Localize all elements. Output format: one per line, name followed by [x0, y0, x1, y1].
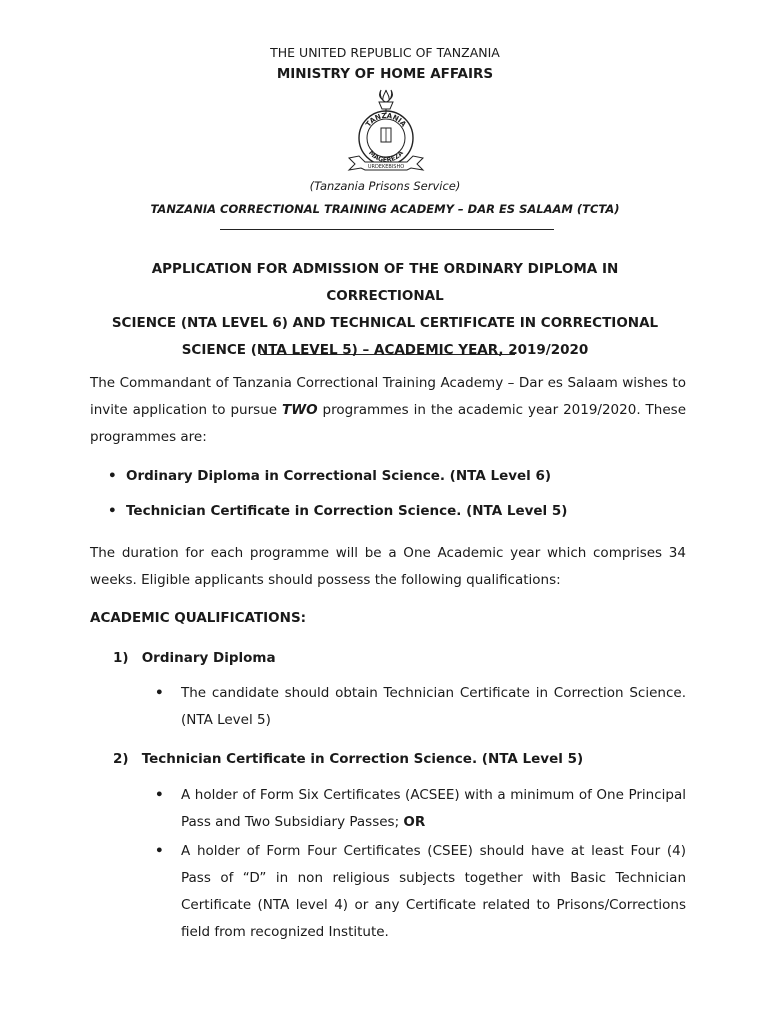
bullet-icon: • [108, 468, 117, 484]
seal-bottom-text: MAGEREZA [367, 148, 405, 165]
prisons-seal-emblem [343, 86, 429, 174]
seal-motto: URDEKEBISHO [367, 164, 405, 170]
section-heading [113, 650, 276, 666]
title-line-2: SCIENCE (NTA LEVEL 6) AND TECHNICAL CERTIFICATE IN CORRECTIONAL [111, 315, 659, 331]
intro-text-end: programmes in the academic year 2019/2020. These programmes are: [90, 402, 687, 445]
bullet-icon: • [155, 787, 164, 803]
requirement-text: A holder of Form Six Certificates (ACSEE) with a minimum of One Principal Pass and Two Subsidiary Passes; [181, 787, 686, 830]
prisons-service-caption: (Tanzania Prisons Service) [309, 179, 461, 193]
requirement-text: A holder of Form Four Certificates (CSEE) should have at least Four (4) Pass of “D” in non religious subjects together with Basic Technician Certificate (NTA level 4) or any Certificate related to Prisons/Corrections field from recognized Institute. [181, 843, 686, 940]
svg-text:TANZANIA [364, 112, 408, 129]
requirement-text: The candidate should obtain Technician Certificate in Correction Science. (NTA Level 5) [181, 685, 686, 728]
programme-list-item [108, 503, 686, 519]
ministry-heading: MINISTRY OF HOME AFFAIRS [276, 66, 494, 82]
intro-emphasis: TWO [282, 402, 318, 418]
title-divider [260, 354, 515, 355]
title-line-1: APPLICATION FOR ADMISSION OF THE ORDINARY DIPLOMA IN CORRECTIONAL [151, 261, 619, 304]
programme-list-item [108, 468, 686, 484]
academy-heading: TANZANIA CORRECTIONAL TRAINING ACADEMY – DAR ES SALAAM (TCTA) [150, 202, 620, 216]
requirement-item [155, 782, 686, 836]
programme-label: Technician Certificate in Correction Science. (NTA Level 5) [126, 503, 568, 519]
section-heading [113, 751, 583, 767]
country-heading: THE UNITED REPUBLIC OF TANZANIA [270, 45, 500, 60]
programme-label: Ordinary Diploma in Correctional Science. (NTA Level 6) [126, 468, 552, 484]
requirement-item [155, 838, 686, 946]
section-title: Technician Certificate in Correction Science. (NTA Level 5) [141, 751, 584, 767]
bullet-icon: • [155, 685, 164, 701]
section-title: Ordinary Diploma [141, 650, 276, 666]
duration-paragraph: The duration for each programme will be a One Academic year which comprises 34 weeks. Eligible applicants should possess the following qualifications: [90, 545, 686, 588]
section-number: 2) [113, 751, 129, 767]
application-title [100, 256, 670, 364]
requirement-item [155, 680, 686, 734]
seal-top-text: TANZANIA [364, 111, 408, 129]
section-number: 1) [113, 650, 129, 666]
header-divider [220, 229, 554, 230]
qualifications-heading: ACADEMIC QUALIFICATIONS: [90, 610, 307, 626]
bullet-icon: • [155, 843, 164, 859]
bullet-icon: • [108, 503, 117, 519]
requirement-or: OR [403, 814, 426, 830]
requirement-text-wrapper [181, 782, 686, 836]
intro-text-start: The Commandant of Tanzania Correctional Training Academy – Dar es Salaam wishes to invite application to pursue [90, 375, 686, 418]
intro-paragraph [90, 370, 686, 451]
title-line-3: SCIENCE (NTA LEVEL 5) – ACADEMIC YEAR, 2019/2020 [181, 342, 589, 358]
